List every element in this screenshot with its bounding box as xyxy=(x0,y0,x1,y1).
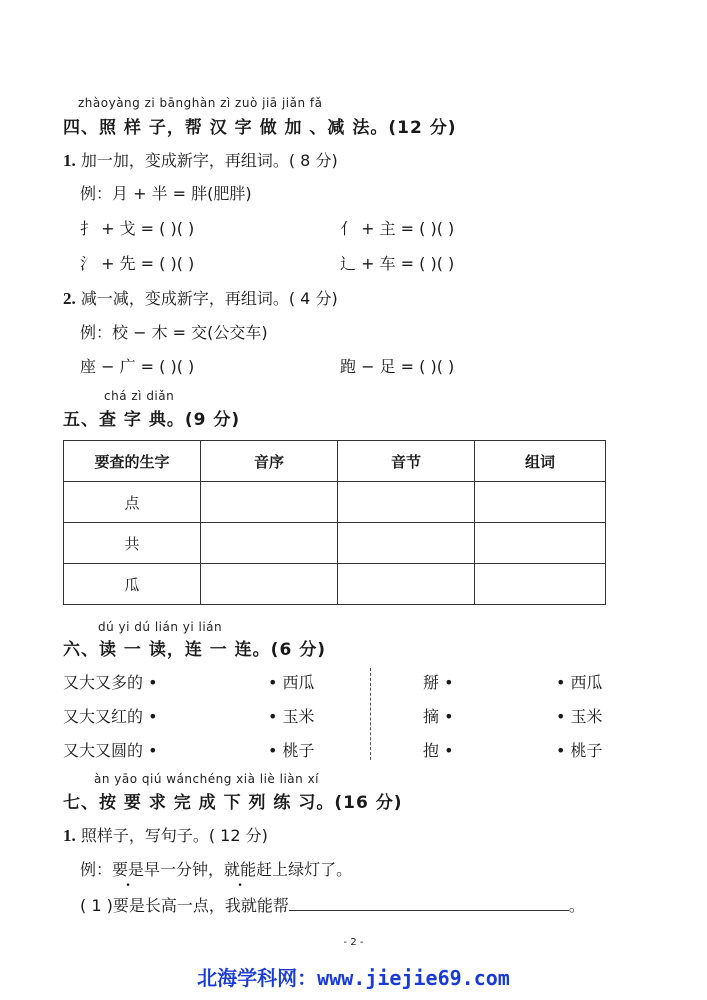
match-right-target[interactable]: • 玉米 xyxy=(556,707,603,726)
match-left-target[interactable]: • 玉米 xyxy=(268,707,315,726)
page-number: - 2 - xyxy=(343,937,364,948)
answer-cell[interactable] xyxy=(201,564,338,605)
answer-cell[interactable] xyxy=(338,523,475,564)
q2-row1-left: 座 − 广 = ( )( ) xyxy=(80,357,195,376)
q1-row2-left: 氵 + 先 = ( )( ) xyxy=(80,254,195,273)
answer-cell[interactable] xyxy=(475,564,606,605)
q1-row1-left: 扌 + 戈 = ( )( ) xyxy=(80,219,195,238)
example-keyword: 就能 xyxy=(224,860,257,879)
q1-example: 例：月 + 半 = 胖(肥胖) xyxy=(80,184,252,203)
match-left-phrase[interactable]: 又大又红的 • xyxy=(63,707,158,726)
section7-title: 七、按 要 求 完 成 下 列 练 习。(16 分) xyxy=(63,793,403,813)
table-header-row xyxy=(64,441,606,482)
q2-instruction: 减一减，变成新字，再组词。( 4 分) xyxy=(80,289,338,308)
table-row xyxy=(64,564,606,605)
q1-row1-right: 亻 + 主 = ( )( ) xyxy=(340,219,455,238)
match-right-target[interactable]: • 桃子 xyxy=(556,741,603,760)
match-right-verb[interactable]: 掰 • xyxy=(423,673,454,692)
header-initial: 音序 xyxy=(201,441,338,482)
section4-pinyin: zhàoyàng zi bānghàn zì zuò jiā jiǎn fǎ xyxy=(78,96,323,110)
answer-cell[interactable] xyxy=(201,523,338,564)
answer-cell[interactable] xyxy=(475,482,606,523)
answer-cell[interactable] xyxy=(475,523,606,564)
sentence-item-1 xyxy=(80,893,585,916)
dictionary-table xyxy=(63,440,606,605)
q1-instruction: 照样子，写句子。( 12 分) xyxy=(80,826,268,845)
header-word: 组词 xyxy=(475,441,606,482)
item1-prefix: ( 1 )要是长高一点，我就能帮 xyxy=(80,896,289,915)
q2-example: 例：校 − 木 = 交(公交车) xyxy=(80,323,268,342)
example-ending: 赶上绿灯了。 xyxy=(256,860,353,879)
section4-q2 xyxy=(63,286,338,309)
example-middle: 早一分钟， xyxy=(144,860,225,879)
section4-title: 四、照 样 子，帮 汉 字 做 加 、减 法。(12 分) xyxy=(63,118,457,138)
match-right-verb[interactable]: 摘 • xyxy=(423,707,454,726)
match-right-verb[interactable]: 抱 • xyxy=(423,741,454,760)
match-left-target[interactable]: • 桃子 xyxy=(268,741,315,760)
footer-site-name: 北海学科网： xyxy=(197,966,318,990)
footer-url[interactable]: www.jiejie69.com xyxy=(317,966,510,990)
table-char-cell: 共 xyxy=(64,523,201,564)
header-syllable: 音节 xyxy=(338,441,475,482)
section5-pinyin: chá zì diǎn xyxy=(104,389,175,403)
match-left-target[interactable]: • 西瓜 xyxy=(268,673,315,692)
q2-row1-right: 跑 − 足 = ( )( ) xyxy=(340,357,455,376)
q2-number: 2. xyxy=(63,289,76,308)
match-right-target[interactable]: • 西瓜 xyxy=(556,673,603,692)
section7-q1 xyxy=(63,823,268,846)
table-row xyxy=(64,482,606,523)
column-divider xyxy=(370,668,371,760)
q1-row2-right: 辶 + 车 = ( )( ) xyxy=(340,254,455,273)
answer-blank[interactable] xyxy=(289,896,569,911)
section7-pinyin: àn yāo qiú wánchéng xià liè liàn xí xyxy=(94,772,319,786)
answer-cell[interactable] xyxy=(338,482,475,523)
table-char-cell: 瓜 xyxy=(64,564,201,605)
match-left-phrase[interactable]: 又大又圆的 • xyxy=(63,741,158,760)
table-row xyxy=(64,523,606,564)
match-left-phrase[interactable]: 又大又多的 • xyxy=(63,673,158,692)
section4-q1 xyxy=(63,148,338,171)
answer-cell[interactable] xyxy=(201,482,338,523)
section5-title: 五、查 字 典。(9 分) xyxy=(63,410,241,430)
sentence-example xyxy=(80,857,352,880)
section6-title: 六、读 一 读，连 一 连。(6 分) xyxy=(63,640,326,660)
q1-instruction: 加一加，变成新字，再组词。( 8 分) xyxy=(80,151,338,170)
section6-pinyin: dú yi dú lián yi lián xyxy=(98,620,223,634)
item1-end: 。 xyxy=(568,896,585,915)
table-char-cell: 点 xyxy=(64,482,201,523)
answer-cell[interactable] xyxy=(338,564,475,605)
example-prefix: 例： xyxy=(80,860,113,879)
q1-number: 1. xyxy=(63,826,76,845)
example-keyword: 要是 xyxy=(112,860,145,879)
q1-number: 1. xyxy=(63,151,76,170)
footer-watermark[interactable] xyxy=(0,962,707,991)
header-char: 要查的生字 xyxy=(64,441,201,482)
